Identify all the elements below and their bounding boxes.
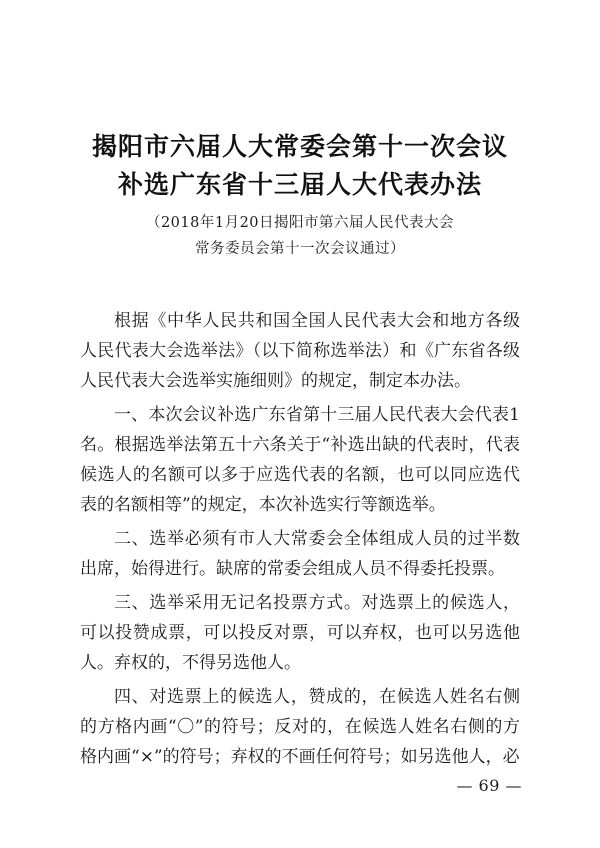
document-title — [0, 128, 600, 204]
paragraph-article-3: 三、选举采用无记名投票方式。对选票上的候选人，可以投赞成票，可以投反对票，可以弃权，也可以另选他人。弃权的，不得另选他人。 — [80, 593, 520, 673]
title-line-2: 补选广东省十三届人大代表办法 — [117, 170, 482, 199]
document-subtitle — [0, 210, 600, 262]
subtitle-line-1: （2018年1月20日揭阳市第六届人民代表大会 — [145, 215, 455, 231]
paragraph-article-2: 二、选举必须有市人大常委会全体组成人员的过半数出席，始得进行。缺席的常委会组成人员不得委托投票。 — [80, 529, 520, 579]
paragraph-preamble: 根据《中华人民共和国全国人民代表大会和地方各级人民代表大会选举法》（以下简称选举法）和《广东省各级人民代表大会选举实施细则》的规定，制定本办法。 — [80, 311, 520, 391]
page-number: — 69 — — [456, 776, 522, 795]
paragraph-article-4: 四、对选票上的候选人，赞成的，在候选人姓名右侧的方格内画“〇”的符号；反对的，在候选人姓名右侧的方格内画“×”的符号；弃权的不画任何符号；如另选他人，必 — [80, 687, 520, 767]
title-line-1: 揭阳市六届人大常委会第十一次会议 — [91, 132, 508, 161]
subtitle-line-2: 常务委员会第十一次会议通过） — [195, 241, 405, 257]
paragraph-article-1: 一、本次会议补选广东省第十三届人民代表大会代表1名。根据选举法第五十六条关于“补选出缺的代表时，代表候选人的名额可以多于应选代表的名额，也可以同应选代表的名额相等”的规定，本次补选实行等额选举。 — [80, 405, 520, 515]
document-body — [80, 306, 520, 772]
